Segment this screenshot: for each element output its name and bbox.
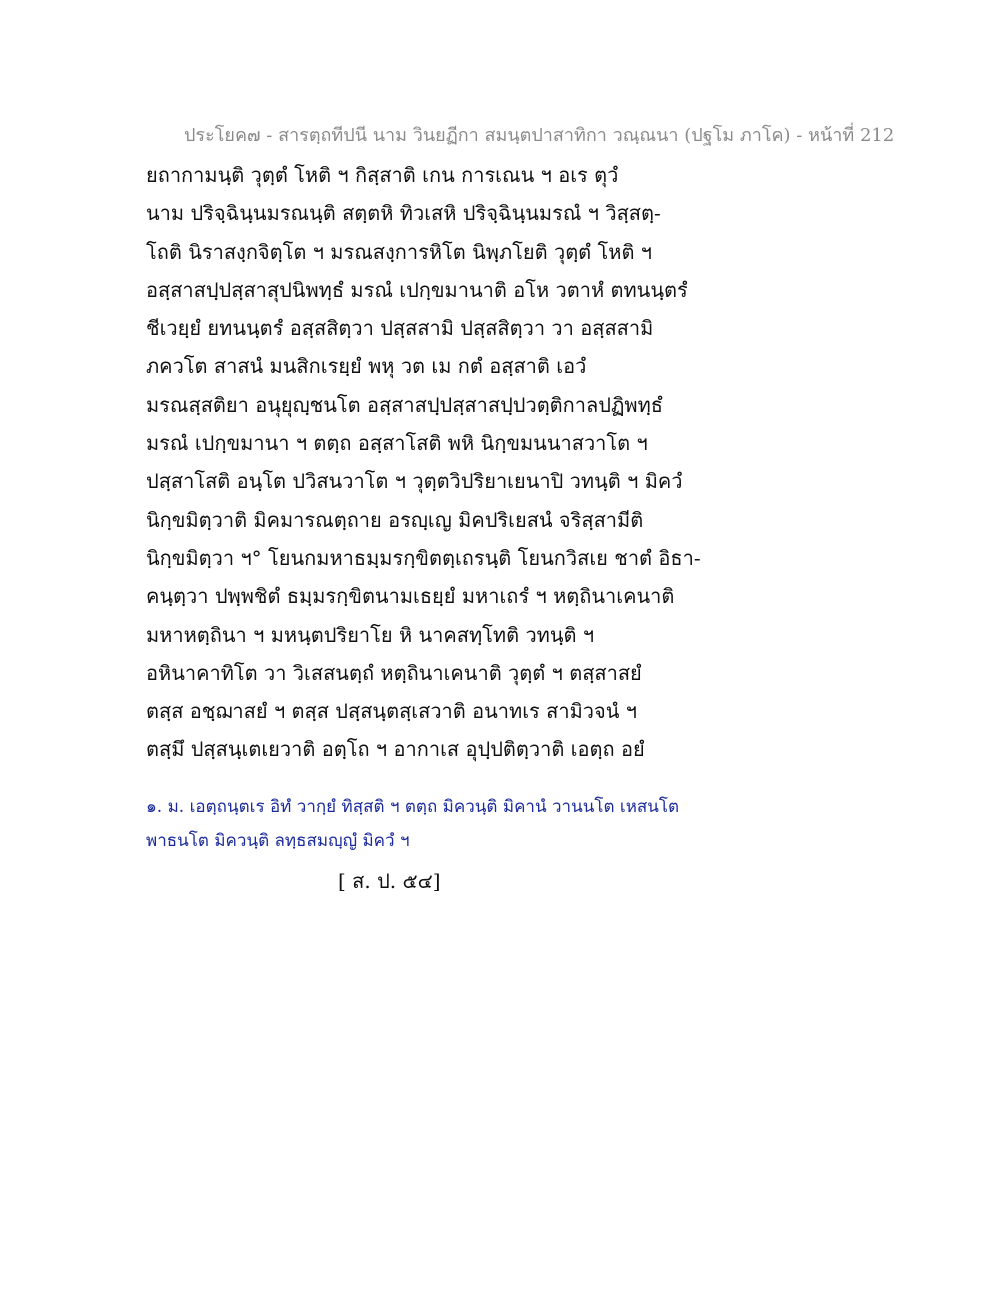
text-line: มรณสฺสติยา อนุยุญฺชนโต อสฺสาสปฺปสฺสาสปฺปวตฺติกาลปฏิพทฺธํ [146, 392, 663, 417]
text-line: มหาหตฺถินา ฯ มหนฺตปริยาโย หิ นาคสทฺโทติ วทนฺติ ฯ [146, 622, 595, 647]
footnotes [146, 790, 866, 858]
text-line: ภควโต สาสนํ มนสิกเรยฺยํ พหุ วต เม กตํ อสฺสาติ เอวํ [146, 354, 587, 379]
main-text [146, 156, 866, 769]
text-line: นิกฺขมิตฺวาติ มิคมารณตฺถาย อรญฺเญ มิคปริเยสนํ จริสฺสามีติ [146, 507, 644, 532]
text-line: อสฺสาสปฺปสฺสาสุปนิพทฺธํ มรณํ เปกฺขมานาติ อโห วตาหํ ตทนนฺตรํ [146, 277, 688, 302]
text-line: ตสฺมึ ปสฺสนฺเตเยวาติ อตฺโถ ฯ อากาเส อุปฺปติตฺวาติ เอตฺถ อยํ [146, 737, 645, 762]
footnote-line: ๑. ม. เอตฺถนฺตเร อิทํ วากฺยํ ทิสฺสติ ฯ ตตฺถ มิควนฺติ มิคานํ วานนโต เหสนโต [146, 797, 680, 817]
text-line: ปสฺสาโสติ อนฺโต ปวิสนวาโต ฯ วุตฺตวิปริยาเยนาปิ วทนฺติ ฯ มิควํ [146, 469, 683, 494]
text-line: นาม ปริจฺฉินฺนมรณนฺติ สตฺตหิ ทิวเสหิ ปริจฺฉินฺนมรณํ ฯ วิสฺสตฺ- [146, 201, 661, 226]
text-line: นิกฺขมิตฺวา ฯ° โยนกมหาธมฺมรกฺขิตตฺเถรนฺติ โยนกวิสเย ชาตํ อิธา- [146, 545, 701, 570]
text-line: ชีเวยฺยํ ยทนนฺตรํ อสฺสสิตฺวา ปสฺสสามิ ปสฺสสิตฺวา วา อสฺสสามิ [146, 316, 654, 341]
text-line: มรณํ เปกฺขมานา ฯ ตตฺถ อสฺสาโสติ พหิ นิกฺขมนนาสวาโต ฯ [146, 431, 648, 456]
text-line: อหินาคาทิโต วา วิเสสนตฺถํ หตฺถินาเคนาติ วุตฺตํ ฯ ตสฺสาสยํ [146, 660, 642, 685]
text-line: คนฺตฺวา ปพฺพชิตํ ธมฺมรกฺขิตนามเธยฺยํ มหาเถรํ ฯ หตฺถินาเคนาติ [146, 584, 675, 609]
page-reference: [ ส. ป. ๕๔] [338, 869, 441, 893]
text-line: ตสฺส อชฺฌาสยํ ฯ ตสฺส ปสฺสนฺตสฺเสวาติ อนาทเร สามิวจนํ ฯ [146, 699, 637, 724]
text-line: โถติ นิราสงฺกจิตฺโต ฯ มรณสงฺการหิโต นิพฺภโยติ วุตฺตํ โหติ ฯ [146, 239, 653, 264]
footnote-line: พาธนโต มิควนฺติ ลทฺธสมญฺญํ มิควํ ฯ [146, 831, 410, 851]
page-header: ประโยค๗ - สารตฺถทีปนี นาม วินยฏีกา สมนฺตปาสาทิกา วณฺณนา (ปฐโม ภาโค) - หน้าที่ 212 [184, 125, 895, 146]
text-line: ยถากามนฺติ วุตฺตํ โหติ ฯ กิสฺสาติ เกน การเณน ฯ อเร ตุวํ [146, 163, 619, 187]
